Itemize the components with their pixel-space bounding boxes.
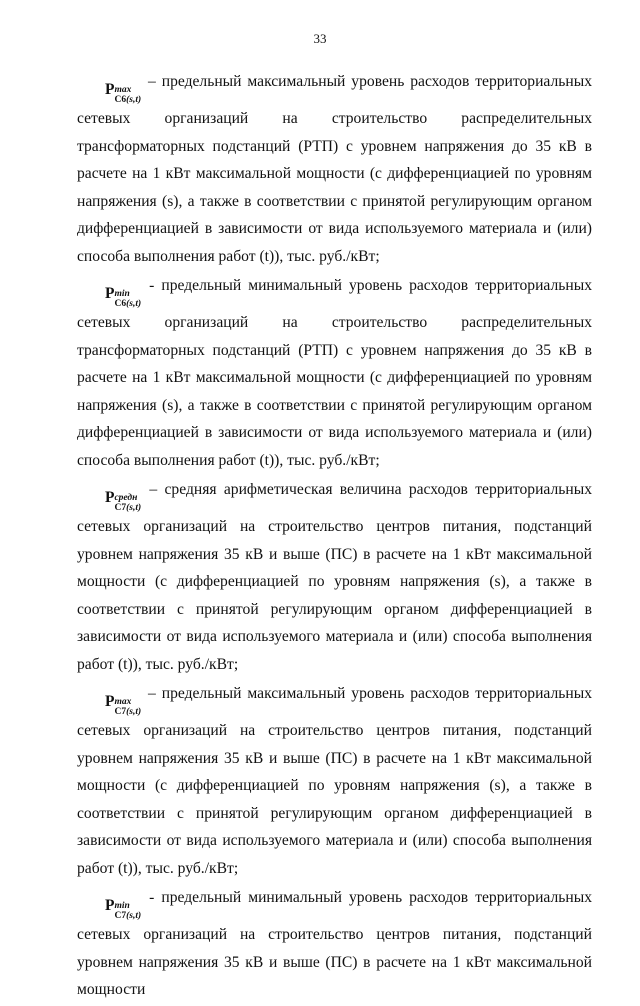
definition-paragraph-p-c6-min — [77, 272, 592, 474]
symbol-subscript-code: С7 — [114, 707, 127, 717]
definition-paragraph-p-c7-max — [77, 680, 592, 882]
symbol-subscript-args: (s,t) — [126, 95, 142, 105]
symbol-subscript-args: (s,t) — [126, 503, 142, 513]
definition-text: – предельный максимальный уровень расходов территориальных сетевых организаций на строительство распределительных трансформаторных подстанций (РТП) с уровнем напряжения до 35 кВ в расчете на 1 кВт максимальной мощности (с дифференциацией по уровням напряжения (s), а также в соответствии с принятой регулирующим органом дифференциацией в зависимости от вида используемого материала и (или) способа выполнения работ (t)), тыс. руб./кВт; — [77, 73, 592, 265]
symbol-subscript — [114, 503, 141, 513]
symbol-subscript-args: (s,t) — [126, 299, 142, 309]
symbol-subscript-code: С6 — [114, 299, 127, 309]
symbol-subscript — [114, 707, 141, 717]
symbol-subscript-args: (s,t) — [126, 707, 142, 717]
symbol-subscript — [114, 299, 141, 309]
symbol-superscript: min — [114, 289, 130, 299]
symbol-base: P — [105, 489, 115, 506]
definition-paragraph-p-c7-avg — [77, 476, 592, 678]
symbol-subscript-code: С7 — [114, 911, 127, 921]
definition-paragraph-p-c7-min — [77, 884, 592, 1004]
symbol-base: P — [105, 897, 115, 914]
definition-text: - предельный минимальный уровень расходов территориальных сетевых организаций на строительство распределительных трансформаторных подстанций (РТП) с уровнем напряжения до 35 кВ в расчете на 1 кВт максимальной мощности (с дифференциацией по уровням напряжения (s), а также в соответствии с принятой регулирующим органом дифференциацией в зависимости от вида используемого материала и (или) способа выполнения работ (t)), тыс. руб./кВт; — [77, 277, 592, 469]
definition-text: - предельный минимальный уровень расходов территориальных сетевых организаций на строительство центров питания, подстанций уровнем напряжения 35 кВ и выше (ПС) в расчете на 1 кВт максимальной мощности — [77, 889, 592, 998]
symbol-subscript-args: (s,t) — [126, 911, 142, 921]
definition-paragraph-p-c6-max — [77, 68, 592, 270]
document-body — [77, 68, 592, 1006]
symbol-base: P — [105, 285, 115, 302]
symbol-base: P — [105, 693, 115, 710]
formula-symbol — [105, 490, 141, 513]
formula-symbol — [105, 694, 141, 717]
formula-symbol — [105, 82, 141, 105]
symbol-superscript: max — [114, 85, 132, 95]
symbol-subscript-code: С6 — [114, 95, 127, 105]
definition-text: – предельный максимальный уровень расходов территориальных сетевых организаций на строительство центров питания, подстанций уровнем напряжения 35 кВ и выше (ПС) в расчете на 1 кВт максимальной мощности (с дифференциацией по уровням напряжения (s), а также в соответствии с принятой регулирующим органом дифференциацией в зависимости от вида используемого материала и (или) способа выполнения работ (t)), тыс. руб./кВт; — [77, 685, 592, 877]
symbol-superscript: средн — [114, 493, 138, 503]
symbol-superscript: max — [114, 697, 132, 707]
formula-symbol — [105, 286, 141, 309]
symbol-subscript-code: С7 — [114, 503, 127, 513]
symbol-base: P — [105, 81, 115, 98]
formula-symbol — [105, 898, 141, 921]
symbol-superscript: min — [114, 901, 130, 911]
definition-text: – средняя арифметическая величина расходов территориальных сетевых организаций на строительство центров питания, подстанций уровнем напряжения 35 кВ и выше (ПС) в расчете на 1 кВт максимальной мощности (с дифференциацией по уровням напряжения (s), а также в соответствии с принятой регулирующим органом дифференциацией в зависимости от вида используемого материала и (или) способа выполнения работ (t)), тыс. руб./кВт; — [77, 481, 592, 673]
symbol-subscript — [114, 911, 141, 921]
symbol-subscript — [114, 95, 141, 105]
page-number: 33 — [313, 31, 327, 46]
